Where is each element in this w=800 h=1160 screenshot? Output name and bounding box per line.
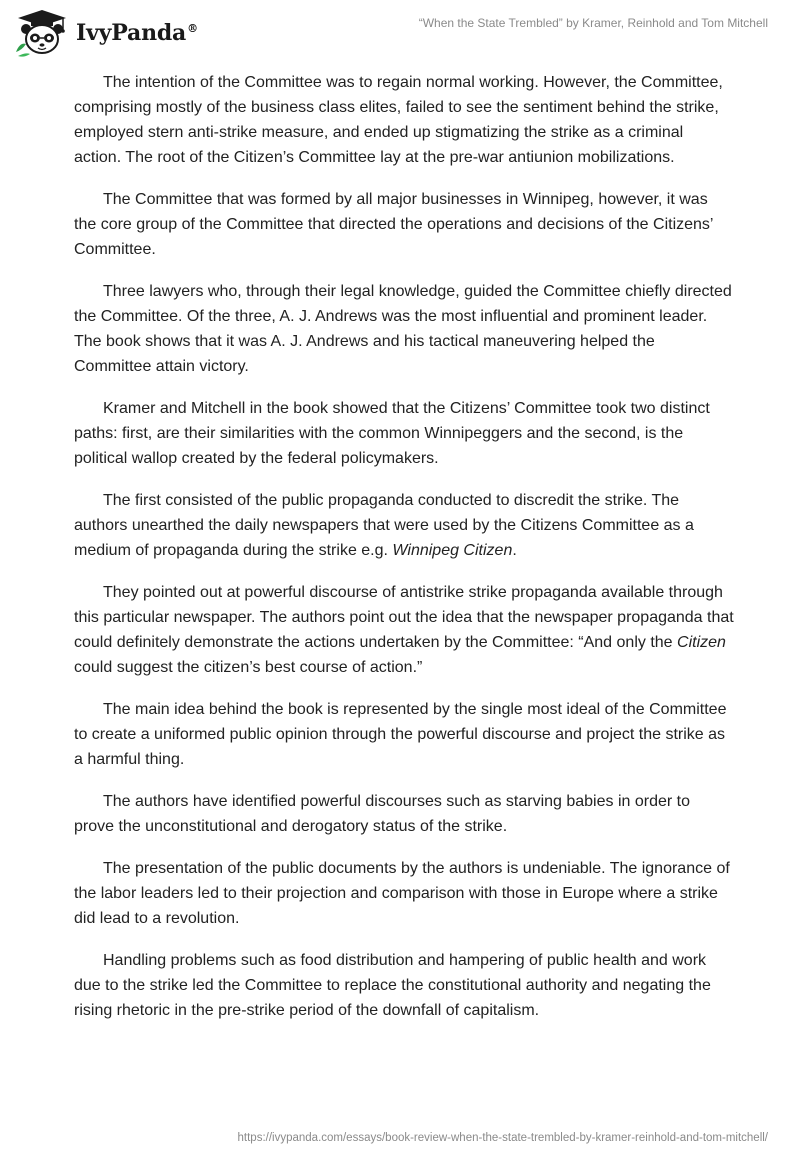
paragraph-text: The first consisted of the public propaganda conducted to discredit the strike. The authors unearthed the daily newspapers that were used by the Citizens Committee as a medium of propaganda during the strike e.g.	[74, 492, 694, 559]
essay-body	[74, 70, 734, 1040]
registered-mark: ®	[187, 21, 198, 35]
paragraph-text: The main idea behind the book is represented by the single most ideal of the Committee to create a uniformed public opinion through the powerful discourse and project the strike as a harmful thing.	[74, 701, 727, 768]
essay-paragraph	[74, 697, 734, 772]
panda-graduate-icon	[14, 8, 70, 58]
italic-title: Winnipeg Citizen	[392, 542, 513, 559]
paragraph-text: Kramer and Mitchell in the book showed that the Citizens’ Committee took two distinct paths: first, are their similarities with the common Winnipeggers and the second, is the political wallop created by the federal policymakers.	[74, 400, 710, 467]
paragraph-text: Three lawyers who, through their legal knowledge, guided the Committee chiefly directed the Committee. Of the three, A. J. Andrews was the most influential and prominent leader. The book shows that it was A. J. Andrews and his tactical maneuvering helped the Committee attain victory.	[74, 283, 732, 375]
essay-paragraph	[74, 488, 734, 563]
document-title: “When the State Trembled” by Kramer, Reinhold and Tom Mitchell	[418, 16, 768, 30]
essay-paragraph	[74, 396, 734, 471]
italic-title: Citizen	[677, 634, 726, 651]
essay-paragraph	[74, 187, 734, 262]
brand-name: IvyPanda®	[76, 20, 198, 46]
paragraph-text: Handling problems such as food distribution and hampering of public health and work due to the strike led the Committee to replace the constitutional authority and negating the rising rhetoric in the pre-strike period of the downfall of capitalism.	[74, 952, 711, 1019]
essay-paragraph	[74, 856, 734, 931]
essay-paragraph	[74, 279, 734, 379]
paragraph-text: The presentation of the public documents by the authors is undeniable. The ignorance of the labor leaders led to their projection and comparison with those in Europe where a strike did lead to a revolution.	[74, 860, 730, 927]
paragraph-text: The intention of the Committee was to regain normal working. However, the Committee, comprising mostly of the business class elites, failed to see the sentiment behind the strike, employed stern anti-strike measure, and ended up stigmatizing the strike as a criminal action. The root of the Citizen’s Committee lay at the pre-war antiunion mobilizations.	[74, 74, 723, 166]
essay-paragraph	[74, 789, 734, 839]
paragraph-text: .	[512, 542, 517, 559]
paragraph-text: They pointed out at powerful discourse of antistrike strike propaganda available through this particular newspaper. The authors point out the idea that the newspaper propaganda that could definitely demonstrate the actions undertaken by the Committee: “And only the	[74, 584, 734, 651]
essay-paragraph	[74, 948, 734, 1023]
source-url[interactable]: https://ivypanda.com/essays/book-review-when-the-state-trembled-by-kramer-reinhold-and-tom-mitchell/	[237, 1132, 768, 1144]
paragraph-text: could suggest the citizen’s best course of action.”	[74, 659, 423, 676]
paragraph-text: The Committee that was formed by all major businesses in Winnipeg, however, it was the core group of the Committee that directed the operations and decisions of the Citizens’ Committee.	[74, 191, 713, 258]
page-header	[0, 0, 800, 70]
essay-paragraph	[74, 70, 734, 170]
essay-paragraph	[74, 580, 734, 680]
paragraph-text: The authors have identified powerful discourses such as starving babies in order to prove the unconstitutional and derogatory status of the strike.	[74, 793, 690, 835]
ivypanda-logo[interactable]	[14, 8, 198, 58]
